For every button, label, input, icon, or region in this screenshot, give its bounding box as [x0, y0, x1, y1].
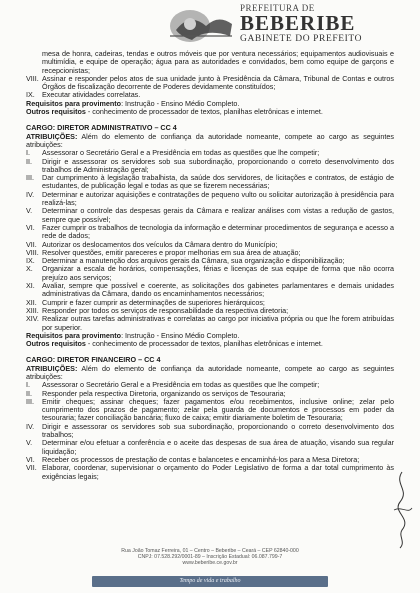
attribution-item — [26, 398, 394, 423]
attribution-item — [26, 224, 394, 241]
item-text: Executar atividades correlatas. — [42, 90, 141, 100]
requirements-value: : Instrução - Ensino Médio Completo. — [121, 98, 240, 108]
attributions-intro-finance — [26, 365, 394, 382]
item-number: X. — [26, 264, 33, 274]
item-number: III. — [26, 173, 34, 183]
other-requirements-line-admin — [26, 340, 394, 348]
item-text: Responder por todos os serviços de responsabilidade da respectiva diretoria; — [42, 305, 289, 315]
item-number: II. — [26, 156, 32, 166]
item-text: Receber os processos de prestação de contas e balancetes e encaminhá-los para a Mesa Diretora; — [42, 454, 360, 464]
cargo-title-finance: CARGO: DIRETOR FINANCEIRO – CC 4 — [26, 355, 161, 365]
attribution-item — [26, 174, 394, 191]
footer-band — [92, 576, 328, 587]
intro-item-ix — [26, 91, 394, 99]
item-text: Assessorar o Secretário Geral e a Presidência em todas as questões que lhe competir; — [42, 148, 320, 158]
item-number: VII. — [26, 463, 37, 473]
item-number: IX. — [26, 90, 35, 100]
footer-website: www.beberibe.ce.gov.br — [182, 560, 238, 567]
item-number: VI. — [26, 222, 35, 232]
attributions-list-finance — [26, 381, 394, 481]
item-number: VI. — [26, 454, 35, 464]
attributions-intro-admin — [26, 133, 394, 150]
item-text: Realizar outras tarefas administrativas e correlatas ao cargo por iniciativa própria ou que lhe forem atribuídas por superior. — [42, 314, 394, 332]
item-text: Dar cumprimento à legislação trabalhista, da saúde dos servidores, de licitações e contratos, de estágio de estudantes, de publicação legal e todas as que se fizerem necessárias; — [42, 173, 394, 191]
intro-item-viii — [26, 75, 394, 92]
item-number: XII. — [26, 297, 37, 307]
handwritten-signature — [388, 470, 416, 550]
item-number: IV. — [26, 189, 35, 199]
item-number: XI. — [26, 281, 35, 291]
other-requirements-label: Outros requisitos — [26, 107, 86, 117]
cargo-title-admin: CARGO: DIRETOR ADMINISTRATIVO – CC 4 — [26, 123, 177, 133]
document-body — [26, 50, 394, 481]
item-text: Assessorar o Secretário Geral e a Presidência em todas as questões que lhe competir; — [42, 380, 320, 390]
item-number: XIV. — [26, 314, 39, 324]
attribution-item — [26, 158, 394, 175]
item-number: VIII. — [26, 73, 39, 83]
attribution-item — [26, 265, 394, 282]
attribution-item — [26, 282, 394, 299]
item-text: Cumprir e fazer cumprir as determinações de superiores hierárquicos; — [42, 297, 265, 307]
item-number: VII. — [26, 239, 37, 249]
page-footer — [0, 548, 420, 567]
brand-city-name: BEBERIBE — [240, 11, 356, 35]
requirements-value: : Instrução - Ensino Médio Completo. — [121, 330, 240, 340]
footer-cnpj: CNPJ: 07.528.292/0001-89 – Inscrição Estadual: 06.087.799-7 — [137, 554, 283, 561]
letterhead — [0, 0, 420, 52]
other-requirements-label: Outros requisitos — [26, 339, 86, 349]
attribution-item — [26, 439, 394, 456]
item-text: Dirigir e assessorar os servidores sob sua subordinação, proporcionando o correto desenvolvimento dos trabalhos de Administração geral; — [42, 156, 394, 174]
item-text: Autorizar os deslocamentos dos veículos da Câmara dentro do Município; — [42, 239, 278, 249]
item-number: XIII. — [26, 305, 39, 315]
item-text: Assinar e responder pelos atos de sua unidade junto à Presidência da Câmara, Tribunal de Contas e outros Órgãos de fiscalização decorrente de Poderes devidamente constituídos; — [42, 73, 394, 92]
item-text: Determinar a manutenção dos arquivos gerais da Câmara, sua organização e disponibilização; — [42, 256, 345, 266]
intro-continuation: mesa de honra, cadeiras, tendas e outros móveis que por ventura necessários; equipamentos audiovisuais e multimídia, e equipe de operação; água para as autoridades e convidados, bem como equipe de garçons e recepcionistas; — [42, 49, 394, 75]
attributions-label: ATRIBUIÇÕES: — [26, 363, 78, 373]
item-text: Dirigir e assessorar os servidores sob sua subordinação, proporcionando o correto desenvolvimento dos trabalhos; — [42, 421, 394, 440]
item-number: III. — [26, 396, 34, 406]
requirements-label: Requisitos para provimento — [26, 98, 122, 108]
item-text: Determinar o controle das despesas gerais da Câmara e realizar análises com vistas a redução de gastos, sempre que possível; — [42, 206, 394, 224]
item-number: IV. — [26, 421, 35, 431]
attributions-text: Além do elemento de confiança da autoridade nomeante, compete ao cargo as seguintes atribuições: — [26, 131, 394, 149]
item-text: Emitir cheques; assinar cheques; fazer pagamentos e/ou recebimentos, inclusive online; zelar pelo cumprimento dos prazos de pagamento; zelar pela guarda de documentos e processos em poder da tesouraria; fazer conciliação bancária; fluxo de caixa; emitir diariamente boletim de Tesouraria; — [42, 396, 394, 423]
item-number: IX. — [26, 256, 35, 266]
item-number: V. — [26, 206, 33, 216]
brand-gabinete: GABINETE DO PREFEITO — [240, 34, 363, 44]
item-text: Resolver questões, emitir pareceres e propor melhorias em sua área de atuação; — [42, 247, 301, 257]
footer-address: Rua João Tomaz Ferreira, 01 – Centro – Beberibe – Ceará – CEP 62840-000 — [121, 548, 299, 554]
coat-of-arms-seal-icon — [166, 6, 236, 44]
requirements-label: Requisitos para provimento — [26, 330, 122, 340]
attributions-list-admin — [26, 149, 394, 332]
item-text: Organizar a escala de horários, compensações, férias e licenças de sua equipe de forma que não ocorra prejuízo aos serviços; — [42, 264, 394, 282]
attribution-item — [26, 464, 394, 481]
item-number: I. — [26, 380, 30, 390]
item-text: Elaborar, coordenar, supervisionar o orçamento do Poder Legislativo de forma a dar total cumprimento às exigências legais; — [42, 463, 394, 481]
brand-prefeitura: PREFEITURA DE — [240, 3, 315, 13]
item-number: II. — [26, 388, 32, 398]
item-text: Avaliar, sempre que possível e coerente, as solicitações dos gabinetes parlamentares e demais unidades administrativas da Câmara, dando os encaminhamentos necessários; — [42, 281, 394, 299]
other-requirements-line — [26, 108, 394, 116]
item-text: Fazer cumprir os trabalhos de tecnologia da informação e determinar procedimentos de segurança e acesso a rede de dados; — [42, 222, 394, 241]
other-requirements-value: - conhecimento de processador de textos, planilhas eletrônicas e internet. — [85, 339, 323, 349]
footer-slogan: Tempo de vida e trabalho — [179, 578, 241, 584]
attribution-item — [26, 423, 394, 440]
item-number: I. — [26, 148, 30, 158]
item-text: Determinar e autorizar aquisições e contratações de pequeno vulto ou solicitar autorização à presidência para realizá-las; — [42, 189, 394, 208]
item-number: V. — [26, 438, 33, 448]
brand-block — [240, 3, 362, 45]
item-text: Responder pela respectiva Diretoria, organizando os serviços de Tesouraria; — [42, 388, 286, 398]
other-requirements-value: - conhecimento de processador de textos, planilhas eletrônicas e internet. — [85, 107, 323, 117]
item-number: VIII. — [26, 247, 39, 257]
attribution-item — [26, 191, 394, 208]
attributions-text: Além do elemento de confiança da autoridade nomeante, compete ao cargo as seguintes atribuições: — [26, 363, 394, 381]
attribution-item — [26, 315, 394, 332]
attribution-item — [26, 207, 394, 224]
attributions-label: ATRIBUIÇÕES: — [26, 131, 78, 141]
item-text: Determinar e/ou efetuar a conferência e o aceite das despesas de sua área de atuação, visando sua regular liquidação; — [42, 438, 394, 456]
